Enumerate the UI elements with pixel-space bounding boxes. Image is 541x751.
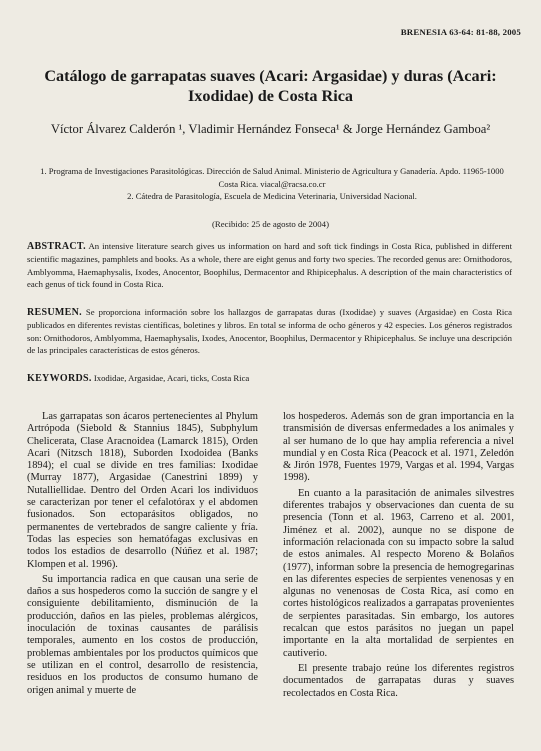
keywords-text: Ixodidae, Argasidae, Acari, ticks, Costa Rica — [91, 373, 250, 383]
affiliation-2: 2. Cátedra de Parasitología, Escuela de Medicina Veterinaria, Universidad Nacional. — [127, 191, 417, 201]
body-column-left — [27, 411, 258, 697]
abstract-text: An intensive literature search gives us information on hard and soft tick findings in Costa Rica, published in different scientific magazines, pamphlets and books. As a whole, there are eight genus and forty two species. The recorded genus are: Ornithodoros, Amblyomma, Haemaphysalis, Ixodes, Anocentor, Boophilus, Dermacentor and Rhipicephalus. A description of the main characteristics of each genus of tick found in Costa Rica. — [27, 241, 512, 290]
body-paragraph: Las garrapatas son ácaros pertenecientes al Phylum Artrópoda (Siebold & Stannius 1845), Subphylum Chelicerata, Clase Aracnoidea (Lamarck 1815), Orden Acari (Nitzsch 1818), Suborden Ixodoidea (Banks 1894); el cual se divide en tres familias: Ixodidae (Murray 1877), Argasidae (Canestrini 1899) y Nutalliellidae. Dentro del Orden Acari los individuos se caracterizan por tener el cefalotórax y el abdomen fusionados. Son ectoparásitos obligados, no permanentes de vertebrados de sangre caliente y fría. Todas las especies son hematófagas exclusivas en todos los estadios de desarrollo (Núñez et al. 1987; Klompen et al. 1996). — [27, 411, 258, 570]
keywords-label: KEYWORDS. — [27, 373, 92, 384]
keywords — [27, 372, 512, 385]
received-date: (Recibido: 25 de agosto de 2004) — [211, 219, 330, 229]
abstract-label: ABSTRACT. — [27, 241, 86, 252]
body-paragraph: El presente trabajo reúne los diferentes registros documentados de garrapatas duras y suaves recolectados en Costa Rica. — [283, 662, 514, 699]
resumen — [27, 306, 512, 357]
resumen-text: Se proporciona información sobre los hallazgos de garrapatas duras (Ixodidae) y suaves (Argasidae) en Costa Rica publicados en diferentes revistas científicas, boletines y libros. En total se informa de ocho géneros y 42 especies. Los géneros registrados son: Ornithodoros, Amblyomma, Haemaphysalis, Ixodes, Anocentor, Boophilus, Dermacentor y Rhipicephalus. Se incluye una descripción de las principales características de estos géneros. — [27, 307, 512, 356]
abstract — [27, 240, 512, 291]
affiliations — [34, 165, 510, 203]
resumen-label: RESUMEN. — [27, 307, 82, 318]
body-column-right — [283, 411, 514, 700]
body-paragraph: Su importancia radica en que causan una serie de daños a sus hospederos como la succión de sangre y el consiguiente debilitamiento, disminución de la producción, daños en las pieles, problemas alérgicos, inoculación de toxinas causantes de parálisis temporales, aumento en los costos de producción, problemas ambientales por los productos químicos que se utilizan en el control, desarrollo de resistencia, residuos en los productos de consumo humano de origen animal y muerte de — [27, 573, 258, 696]
author-list: Víctor Álvarez Calderón ¹, Vladimir Hernández Fonseca¹ & Jorge Hernández Gamboa² — [50, 122, 491, 136]
body-paragraph: los hospederos. Además son de gran importancia en la transmisión de diversas enfermedades a los animales y al ser humano de lo que hay amplia referencia a nivel mundial y en Costa Rica (Peacock et al. 1971, Zeledón & Jirón 1978, Fuentes 1979, Vargas et al. 1994, Vargas 1998). — [283, 411, 514, 484]
article-title: Catálogo de garrapatas suaves (Acari: Argasidae) y duras (Acari: Ixodidae) de Costa Rica — [44, 67, 497, 105]
body-paragraph: En cuanto a la parasitación de animales silvestres diferentes trabajos y observaciones dan cuenta de su presencia (Tonn et al. 1963, Carreno et al. 2001, Jiménez et al. 2002), aunque no se dispone de información relacionada con su impacto sobre la salud de estos animales. Al respecto Moreno & Bolaños (1977), informan sobre la presencia de hemogregarinas en las diferentes especies de serpientes venenosas y en algunas no venenosas de Costa Rica, así como en cortes histológicos realizados a garrapatas provenientes de serpientes parasitadas. Sin embargo, los autores recalcan que estos parásitos no juegan un papel importante en la alta mortalidad de serpientes en cautiverio. — [283, 487, 514, 659]
affiliation-1: 1. Programa de Investigaciones Parasitológicas. Dirección de Salud Animal. Ministerio de Agricultura y Ganadería. Apdo. 11965-1000 Costa Rica. viacal@racsa.co.cr — [40, 166, 504, 189]
journal-citation: BRENESIA 63-64: 81-88, 2005 — [400, 27, 521, 37]
